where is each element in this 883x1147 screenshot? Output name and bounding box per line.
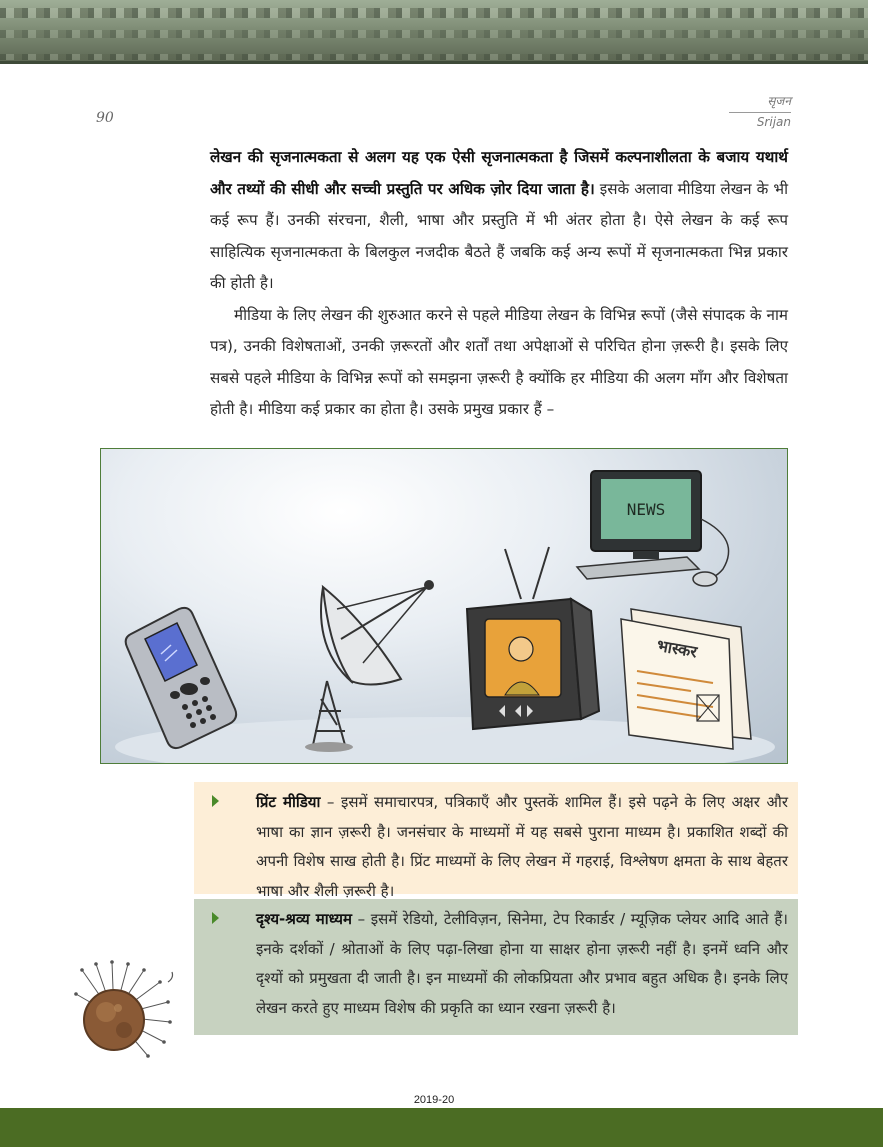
top-decorative-banner — [0, 0, 868, 64]
running-head — [729, 92, 791, 129]
print-media-term: प्रिंट मीडिया — [256, 793, 321, 811]
print-media-box — [194, 782, 798, 900]
monitor-news-text: NEWS — [626, 500, 666, 519]
mobile-phone-icon — [126, 608, 236, 748]
compass-globe-icon — [72, 958, 192, 1058]
footer-band — [0, 1108, 883, 1147]
audio-visual-term: दृश्य-श्रव्य माध्यम — [256, 910, 352, 928]
computer-icon — [577, 471, 729, 586]
print-media-text: – इसमें समाचारपत्र, पत्रिकाएँ और पुस्तकें शामिल हैं। इसे पढ़ने के लिए अक्षर और भाषा का ज्ञान ज़रूरी है। जनसंचार के माध्यमों में यह सबसे पुराना माध्यम है। प्रकाशित शब्दों की अपनी विशेष साख होती है। प्रिंट माध्यमों के लिए लेखन में गहराई, विश्लेषण क्षमता के साथ बेहतर भाषा और शैली ज़रूरी है। — [256, 793, 788, 900]
audio-visual-text: – इसमें रेडियो, टेलीविज़न, सिनेमा, टेप रिकार्डर / म्यूज़िक प्लेयर आदि आते हैं। इनके दर्शकों / श्रोताओं के लिए पढ़ा-लिखा होना या साक्षर होना ज़रूरी नहीं है। इनमें ध्वनि और दृश्यों को प्रमुखता दी जाती है। इन माध्यमों की लोकप्रियता और प्रभाव बहुत अधिक है। इनके लिए लेखन करते हुए माध्यम विशेष की प्रकृति का ध्यान रखना ज़रूरी है। — [256, 910, 788, 1017]
media-illustration — [100, 448, 788, 764]
paragraph-1 — [210, 142, 788, 300]
paragraph-2: मीडिया के लिए लेखन की शुरुआत करने से पहले मीडिया लेखन के विभिन्न रूपों (जैसे संपादक के नाम पत्र), उनकी विशेषताओं, उनकी ज़रूरतों और शर्तों तथा अपेक्षाओं से परिचित होना ज़रूरी है। इसके लिए सबसे पहले मीडिया के विभिन्न रूपों को समझना ज़रूरी है क्योंकि हर मीडिया की अलग माँग और विशेषता होती है। मीडिया कई प्रकार का होता है। उसके प्रमुख प्रकार हैं – — [210, 305, 788, 418]
page-number: 90 — [96, 110, 114, 126]
audio-visual-box — [194, 899, 798, 1035]
paragraph-1-rest: इसके अलावा मीडिया लेखन के भी कई रूप हैं। उनकी संरचना, शैली, भाषा और प्रस्तुति में भी अंतर होता है। ऐसे लेखन के कई रूप साहित्यिक सृजनात्मकता के बिलकुल नजदीक बैठते हैं जबकि कई अन्य रूपों में सृजनात्मकता भिन्न प्रकार की होती है। — [210, 179, 789, 292]
media-illustration-art — [101, 449, 788, 764]
newspaper-icon — [621, 609, 751, 749]
television-icon — [467, 547, 599, 729]
footer-year: 2019-20 — [413, 1094, 455, 1106]
paragraph-1-bold: लेखन की सृजनात्मकता से अलग यह एक ऐसी सृजनात्मकता है जिसमें कल्पनाशीलता के बजाय यथार्थ और तथ्यों की सीधी और सच्ची प्रस्तुति पर अधिक ज़ोर दिया जाता है। — [210, 148, 788, 198]
running-head-hindi: सृजन — [767, 94, 791, 108]
running-head-english: Srijan — [756, 115, 791, 129]
running-head-divider — [729, 112, 791, 113]
bullet-icon — [212, 795, 219, 807]
newspaper-masthead: भास्कर — [655, 635, 699, 662]
body-text — [210, 142, 788, 426]
bullet-icon — [212, 912, 219, 924]
